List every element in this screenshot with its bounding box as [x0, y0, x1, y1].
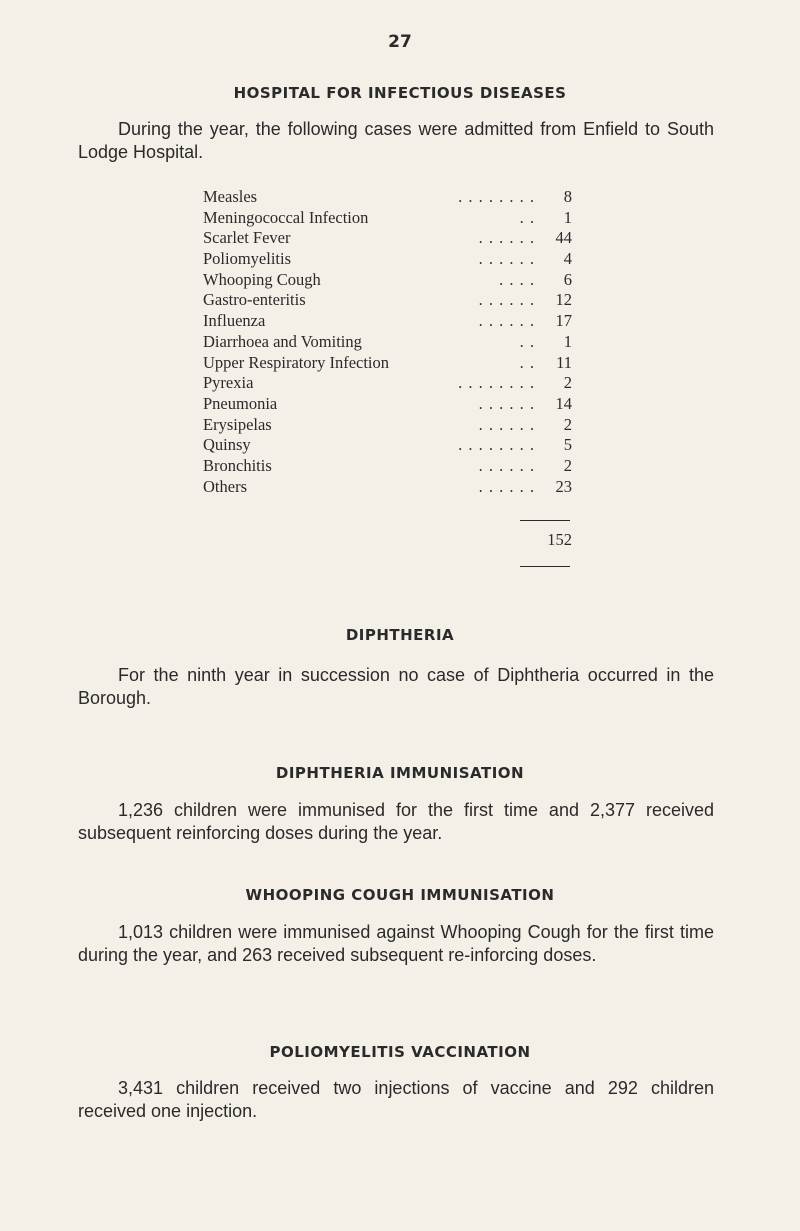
table-row [203, 228, 575, 249]
case-count: 8 [563, 187, 572, 206]
case-count: 14 [555, 393, 572, 413]
case-count: 2 [563, 414, 572, 434]
table-row [203, 249, 575, 270]
case-count: 44 [555, 228, 572, 248]
admissions-table [203, 187, 575, 497]
poliomyelitis-text: 3,431 children received two injections of vaccine and 292 children received one injection. [78, 1078, 714, 1121]
case-count: 11 [556, 352, 572, 372]
hospital-intro: During the year, the following cases were admitted from Enfield to South Lodge Hospital. [78, 119, 714, 162]
leader-dots: . . . . . . [478, 311, 535, 331]
leader-dots: . . . . . . [478, 228, 535, 248]
leader-dots: . . . . . . . . [458, 435, 535, 455]
table-row [203, 290, 575, 311]
disease-name: Erysipelas [203, 414, 272, 434]
disease-name: Gastro-enteritis [203, 290, 306, 310]
total-rule-top [520, 520, 570, 521]
leader-dots: . . . . . . [478, 290, 535, 310]
case-count: 4 [563, 249, 572, 269]
disease-name: Pneumonia [203, 393, 278, 413]
leader-dots: . . . . . . [478, 414, 535, 434]
leader-dots: . . [519, 331, 535, 351]
table-row [203, 270, 575, 291]
case-count: 1 [563, 207, 572, 227]
case-count: 12 [555, 290, 572, 310]
table-row [203, 332, 575, 353]
diphtheria-heading: DIPHTHERIA [345, 626, 455, 644]
leader-dots: . . . . . . [478, 393, 535, 413]
case-count: 2 [563, 373, 572, 393]
disease-name: Influenza [203, 311, 266, 331]
table-row [203, 311, 575, 332]
leader-dots: . . [519, 352, 535, 372]
leader-dots: . . . . [499, 269, 535, 289]
leader-dots: . . [519, 207, 535, 227]
table-row [203, 208, 575, 229]
leader-dots: . . . . . . [478, 455, 535, 475]
disease-name: Bronchitis [203, 455, 272, 475]
disease-name: Meningococcal Infection [203, 207, 369, 227]
leader-dots: . . . . . . . . [458, 187, 535, 206]
case-count: 5 [563, 435, 572, 455]
page-number: 27 [388, 32, 412, 52]
disease-name: Measles [203, 187, 258, 206]
table-row [203, 373, 575, 394]
table-row [203, 353, 575, 374]
whooping-cough-heading: WHOOPING COUGH IMMUNISATION [245, 886, 555, 904]
disease-name: Diarrhoea and Vomiting [203, 331, 362, 351]
table-row [203, 477, 575, 498]
case-count: 1 [563, 331, 572, 351]
case-count: 17 [555, 311, 572, 331]
disease-name: Scarlet Fever [203, 228, 291, 248]
leader-dots: . . . . . . [478, 476, 535, 496]
table-row [203, 187, 575, 208]
poliomyelitis-heading: POLIOMYELITIS VACCINATION [269, 1043, 531, 1061]
disease-name: Poliomyelitis [203, 249, 292, 269]
table-row [203, 456, 575, 477]
case-count: 2 [563, 455, 572, 475]
diphtheria-immunisation-text: 1,236 children were immunised for the first time and 2,377 received subsequent reinforcing doses during the year. [78, 800, 714, 843]
table-row [203, 394, 575, 415]
disease-name: Pyrexia [203, 373, 254, 393]
disease-name: Upper Respiratory Infection [203, 352, 390, 372]
table-row [203, 415, 575, 436]
diphtheria-immunisation-heading: DIPHTHERIA IMMUNISATION [275, 764, 525, 782]
disease-name: Whooping Cough [203, 269, 321, 289]
whooping-cough-text: 1,013 children were immunised against Whooping Cough for the first time during the year, and 263 received subsequent re-inforcing doses. [78, 922, 714, 965]
leader-dots: . . . . . . . . [458, 373, 535, 393]
case-count: 23 [555, 476, 572, 496]
case-count: 6 [563, 269, 572, 289]
disease-name: Others [203, 476, 247, 496]
hospital-heading: HOSPITAL FOR INFECTIOUS DISEASES [233, 84, 567, 102]
total-rule-bottom [520, 566, 570, 567]
total-count: 152 [547, 530, 572, 549]
disease-name: Quinsy [203, 435, 251, 455]
table-row [203, 435, 575, 456]
leader-dots: . . . . . . [478, 249, 535, 269]
diphtheria-text: For the ninth year in succession no case of Diphtheria occurred in the Borough. [78, 665, 714, 708]
